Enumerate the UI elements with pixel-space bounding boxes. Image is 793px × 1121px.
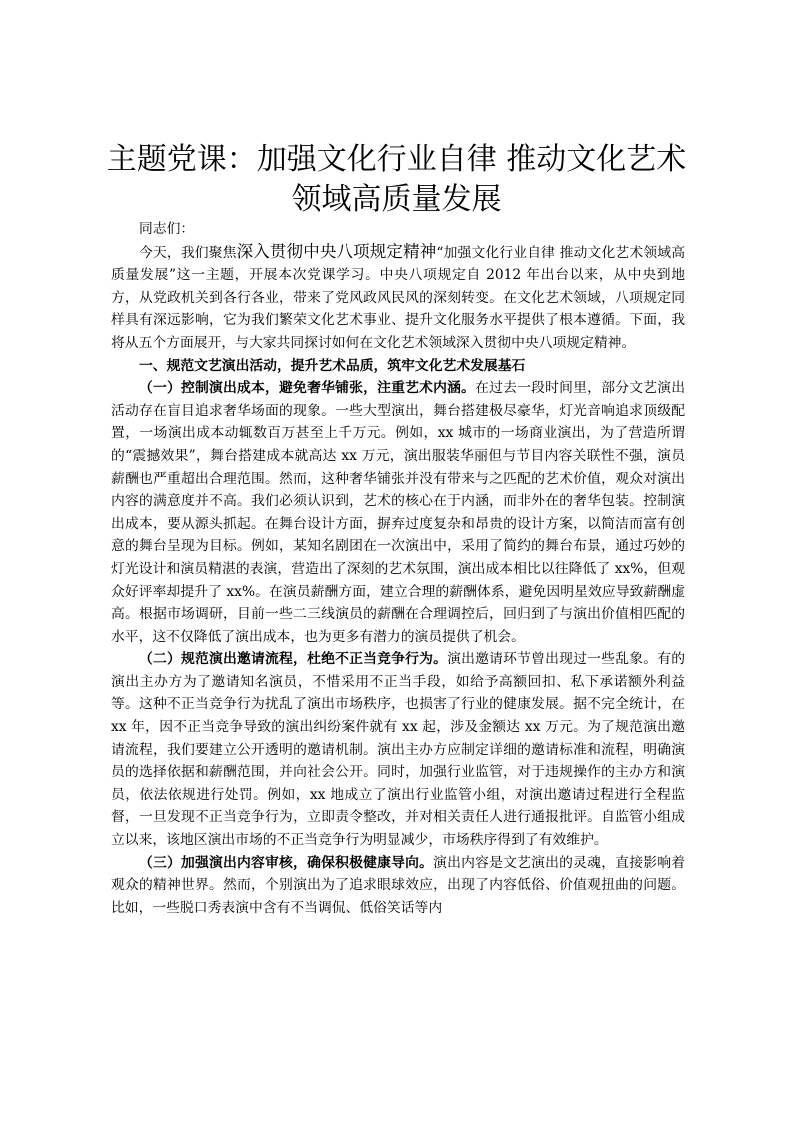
subsection-1-2-body: 演出邀请环节曾出现过一些乱象。有的演出主办方为了邀请知名演员，不惜采用不正当手段，如给予高额回扣、私下承诺额外利益等。这种不正当竞争行为扰乱了演出市场秩序，也损害了行业的健康发展。据不完全统计，在 xx 年，因不正当竞争导致的演出纠纷案件就有 xx 起，涉及金额达 xx 万元。为了规范演出邀请流程，我们要建立公开透明的邀请机制。演出主办方应制定详细的邀请标准和流程，明确演员的选择依据和薪酬范围，并向社会公开。同时，加强行业监管，对于违规操作的主办方和演员，依法依规进行处罚。例如，xx 地成立了演出行业监管小组，对演出邀请过程进行全程监督，一旦发现不正当竞争行为，立即责令整改，并对相关责任人进行通报批评。自监管小组成立以来，该地区演出市场的不正当竞争行为明显减少，市场秩序得到了有效维护。	[111, 651, 686, 849]
subsection-1-3-paragraph	[111, 852, 685, 920]
intro-emphasis: 深入贯彻中央八项规定精神	[236, 241, 437, 261]
intro-text-a: 今天，我们聚焦	[139, 244, 237, 261]
subsection-1-1-paragraph	[111, 377, 685, 648]
title-line-2: 领域高质量发展	[291, 182, 502, 217]
subsection-1-3-heading: （三）加强演出内容审核，确保积极健康导向。	[139, 854, 434, 871]
subsection-1-3-body: 演出内容是文艺演出的灵魂，直接影响着观众的精神世界。然而，个别演出为了追求眼球效应，出现了内容低俗、价值观扭曲的问题。比如，一些脱口秀表演中含有不当调侃、低俗笑话等内	[111, 854, 686, 916]
intro-paragraph	[111, 241, 685, 355]
greeting: 同志们：	[139, 221, 195, 237]
section-1-heading: 一、规范文艺演出活动，提升艺术品质，筑牢文化艺术发展基石	[139, 357, 526, 374]
subsection-1-1-body: 在过去一段时间里，部分文艺演出活动存在盲目追求奢华场面的现象。一些大型演出，舞台搭建极尽豪华，灯光音响追求顶级配置，一场演出成本动辄数百万甚至上千万元。例如，xx 城市的一场商业演出，为了营造所谓的“震撼效果”，舞台搭建成本就高达 xx 万元，演出服装华丽但与节目内容关联性不强，演员薪酬也严重超出合理范围。然而，这种奢华铺张并没有带来与之匹配的艺术价值，观众对演出内容的满意度并不高。我们必须认识到，艺术的核心在于内涵，而非外在的奢华包装。控制演出成本，要从源头抓起。在舞台设计方面，摒弃过度复杂和昂贵的设计方案，以简洁而富有创意的舞台呈现为目标。例如，某知名剧团在一次演出中，采用了简约的舞台布景，通过巧妙的灯光设计和演员精湛的表演，营造出了深刻的艺术氛围，演出成本相比以往降低了 xx%，但观众好评率却提升了 xx%。在演员薪酬方面，建立合理的薪酬体系，避免因明星效应导致薪酬虚高。根据市场调研，目前一些二三线演员的薪酬在合理调控后，回归到了与演出价值相匹配的水平，这不仅降低了演出成本，也为更多有潜力的演员提供了机会。	[111, 380, 686, 645]
intro-text-b: “加强文化行业自律 推动文化艺术领域高质量发展”这一主题，开展本次党课学习。中央八项规定自 2012 年出台以来，从中央到地方，从党政机关到各行各业，带来了党风政风民风的深刻转变。在文化艺术领域，八项规定同样具有深远影响，它为我们繁荣文化艺术事业、提升文化服务水平提供了根本遵循。下面，我将从五个方面展开，与大家共同探讨如何在文化艺术领域深入贯彻中央八项规定精神。	[111, 244, 685, 351]
document-title	[100, 140, 693, 220]
subsection-1-2-paragraph	[111, 648, 685, 851]
title-line-1: 主题党课：加强文化行业自律 推动文化艺术	[106, 142, 687, 177]
subsection-1-1-heading: （一）控制演出成本，避免奢华铺张，注重艺术内涵。	[139, 380, 476, 397]
subsection-1-2-heading: （二）规范演出邀请流程，杜绝不正当竞争行为。	[139, 651, 448, 668]
document-body	[111, 218, 685, 919]
